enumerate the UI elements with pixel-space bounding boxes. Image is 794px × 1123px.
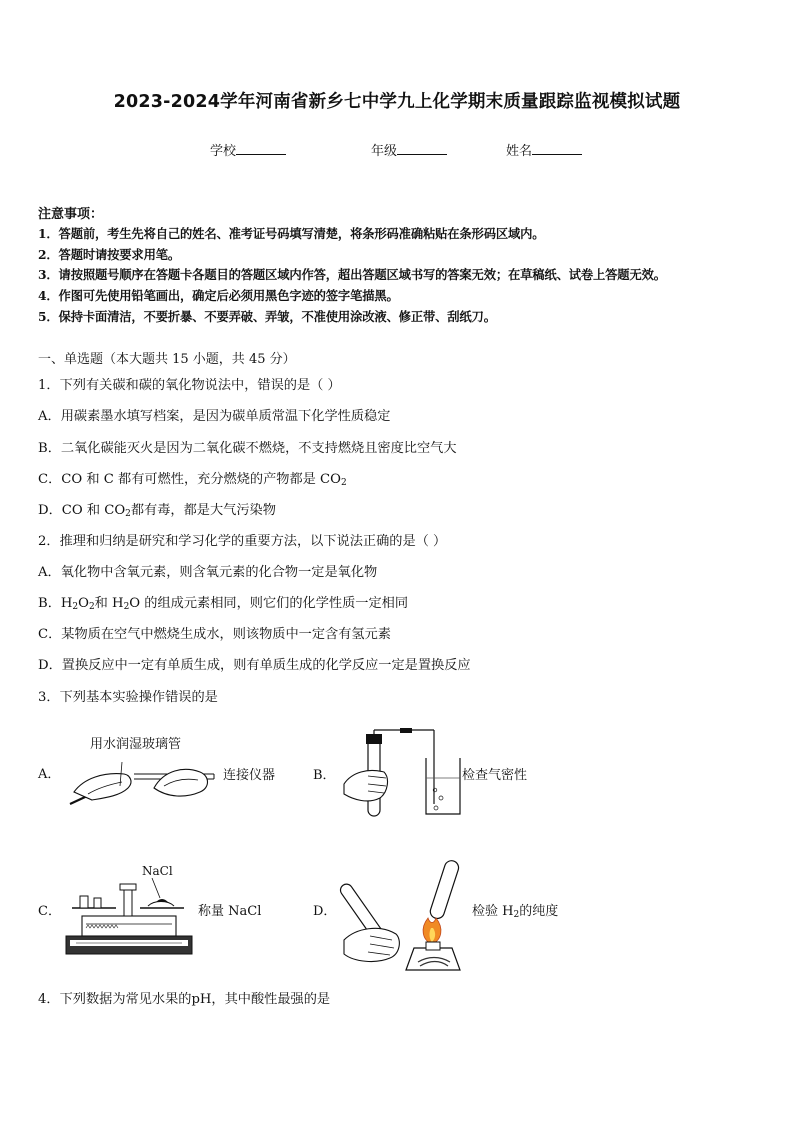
- q2-option-b[interactable]: [38, 592, 408, 611]
- hydrogen-purity-test-illustration: [336, 858, 466, 972]
- name-blank[interactable]: [532, 142, 582, 155]
- q2-option-d[interactable]: D．置换反应中一定有单质生成，则有单质生成的化学反应一定是置换反应: [38, 658, 471, 673]
- connect-instrument-illustration: [64, 748, 224, 810]
- q1-option-d-text-rest: 都有毒，都是大气污染物: [130, 503, 276, 518]
- grade-label: 年级: [371, 144, 398, 159]
- grade-field[interactable]: [371, 140, 447, 159]
- subscript: 2: [123, 602, 130, 612]
- q2-option-a[interactable]: A．氧化物中含氧元素，则含氧元素的化合物一定是氧化物: [38, 565, 378, 580]
- grade-blank[interactable]: [397, 142, 447, 155]
- notice-item: 5．保持卡面清洁，不要折暴、不要弄破、弄皱，不准使用涂改液、修正带、刮纸刀。: [38, 309, 496, 324]
- q1-option-b[interactable]: B．二氧化碳能灭火是因为二氧化碳不燃烧，不支持燃烧且密度比空气大: [38, 441, 457, 456]
- q2-option-b-text: O 的组成元素相同，则它们的化学性质一定相同: [129, 596, 409, 611]
- q3-option-c-label: 称量 NaCl: [198, 904, 262, 919]
- q1-stem: 1．下列有关碳和碳的氧化物说法中，错误的是（ ）: [38, 378, 341, 393]
- balance-scale-illustration: [64, 878, 194, 958]
- q3-option-a-letter[interactable]: A．: [38, 767, 61, 782]
- q2-option-c[interactable]: C．某物质在空气中燃烧生成水，则该物质中一定含有氢元素: [38, 627, 391, 642]
- q1-option-d-text: D．CO 和 CO: [38, 503, 126, 518]
- q3-option-d-label-text: 检验 H: [472, 904, 514, 919]
- q3-option-c-top-label: NaCl: [142, 864, 173, 878]
- q4-stem: 4．下列数据为常见水果的pH，其中酸性最强的是: [38, 992, 331, 1007]
- subscript: 2: [125, 509, 131, 519]
- notice-item: 3．请按照题号顺序在答题卡各题目的答题区域内作答，超出答题区域书写的答案无效；在草稿纸、试卷上答题无效。: [38, 267, 666, 282]
- q3-stem: 3．下列基本实验操作错误的是: [38, 690, 218, 705]
- q3-option-b-letter[interactable]: B．: [313, 768, 336, 783]
- notice-item: 4．作图可先使用铅笔画出，确定后必须用黑色字迹的签字笔描黑。: [38, 288, 399, 303]
- q3-option-c-letter[interactable]: C．: [38, 904, 61, 919]
- section-title: 一、单选题（本大题共 15 小题，共 45 分）: [38, 352, 296, 367]
- q1-option-c-text: C．CO 和 C 都有可燃性，充分燃烧的产物都是 CO: [38, 472, 341, 487]
- school-blank[interactable]: [236, 142, 286, 155]
- subscript: 2: [513, 910, 520, 920]
- notice-item: 1．答题前，考生先将自己的姓名、准考证号码填写清楚，将条形码准确粘贴在条形码区域内。: [38, 226, 545, 241]
- q1-option-d[interactable]: [38, 499, 276, 518]
- q2-option-b-text: B．H: [38, 596, 73, 611]
- q3-option-d-label: [472, 900, 558, 919]
- q1-option-c[interactable]: [38, 468, 347, 487]
- q2-option-b-text: O: [78, 596, 89, 611]
- q1-option-a[interactable]: A．用碳素墨水填写档案，是因为碳单质常温下化学性质稳定: [38, 409, 391, 424]
- airtightness-check-illustration: [338, 728, 463, 820]
- q2-stem: 2．推理和归纳是研究和学习化学的重要方法，以下说法正确的是（ ）: [38, 534, 447, 549]
- exam-title: 2023-2024学年河南省新乡七中学九上化学期末质量跟踪监视模拟试题: [113, 92, 681, 112]
- student-info-row: [0, 140, 794, 160]
- notice-item: 2．答题时请按要求用笔。: [38, 247, 181, 262]
- q3-option-d-letter[interactable]: D．: [313, 904, 337, 919]
- q3-option-b-label: 检查气密性: [462, 768, 528, 783]
- school-label: 学校: [210, 144, 237, 159]
- q3-option-a-label: 连接仪器: [223, 768, 276, 783]
- q3-option-d-label-text-rest: 的纯度: [519, 904, 559, 919]
- name-field[interactable]: [506, 140, 582, 159]
- school-field[interactable]: [210, 140, 286, 159]
- q3-option-a-top-label: 用水润湿玻璃管: [90, 737, 182, 752]
- name-label: 姓名: [506, 144, 533, 159]
- subscript: 2: [88, 602, 95, 612]
- subscript: 2: [340, 478, 347, 488]
- subscript: 2: [72, 602, 79, 612]
- notice-title: 注意事项：: [38, 207, 104, 222]
- q2-option-b-text: 和 H: [94, 596, 124, 611]
